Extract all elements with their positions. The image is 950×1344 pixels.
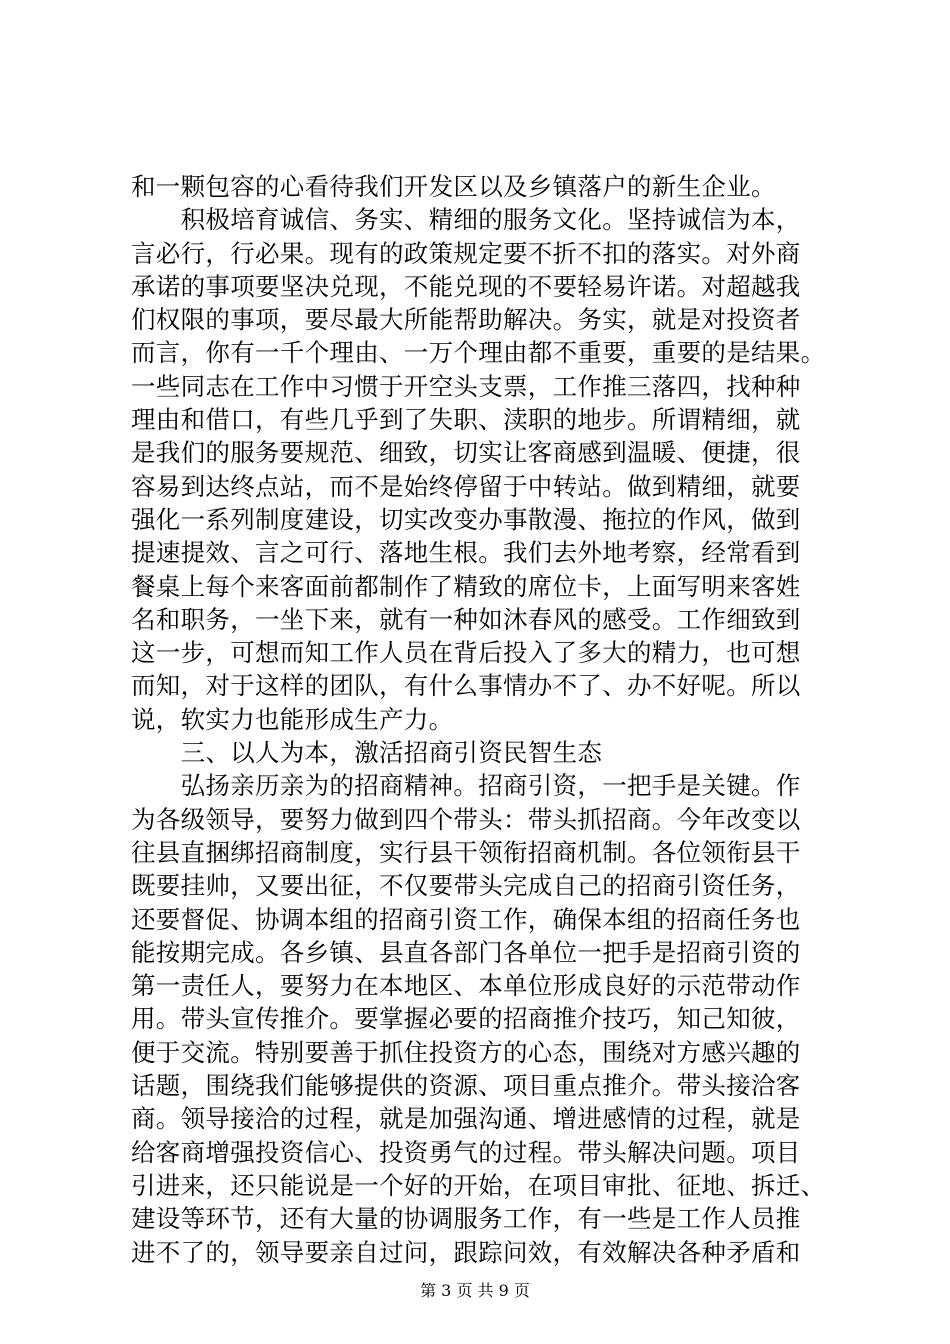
text-line: 名和职务，一坐下来，就有一种如沐春风的感受。工作细致到 (131, 604, 801, 634)
text-line: 们权限的事项，要尽最大所能帮助解决。务实，就是对投资者 (131, 305, 801, 335)
text-line: 容易到达终点站，而不是始终停留于中转站。做到精细，就要 (131, 471, 801, 501)
text-line: 还要督促、协调本组的招商引资工作，确保本组的招商任务也 (131, 904, 801, 934)
text-line: 和一颗包容的心看待我们开发区以及乡镇落户的新生企业。 (131, 172, 776, 201)
text-line: 言必行，行必果。现有的政策规定要不折不扣的落实。对外商 (131, 238, 801, 268)
text-line: 第一责任人，要努力在本地区、本单位形成良好的示范带动作 (131, 971, 801, 1001)
text-line: 提速提效、言之可行、落地生根。我们去外地考察，经常看到 (131, 538, 801, 568)
text-line: 承诺的事项要坚决兑现，不能兑现的不要轻易许诺。对超越我 (131, 271, 801, 301)
text-line: 强化一系列制度建设，切实改变办事散漫、拖拉的作风，做到 (131, 504, 801, 534)
text-line: 餐桌上每个来客面前都制作了精致的席位卡，上面写明来客姓 (131, 571, 801, 601)
text-line: 一些同志在工作中习惯于开空头支票，工作推三落四，找种种 (131, 371, 801, 401)
text-line: 这一步，可想而知工作人员在背后投入了多大的精力，也可想 (131, 638, 801, 668)
text-line: 引进来，还只能说是一个好的开始，在项目审批、征地、拆迁、 (131, 1170, 826, 1200)
text-line: 而知，对于这样的团队，有什么事情办不了、办不好呢。所以 (131, 671, 801, 701)
text-line: 进不了的，领导要亲自过问，跟踪问效，有效解决各种矛盾和 (131, 1237, 801, 1267)
text-line: 是我们的服务要规范、细致，切实让客商感到温暖、便捷，很 (131, 438, 801, 468)
section-heading: 三、以人为本，激活招商引资民智生态 (131, 738, 603, 768)
text-line: 而言，你有一千个理由、一万个理由都不重要，重要的是结果。 (131, 338, 826, 368)
text-line: 为各级领导，要努力做到四个带头：带头抓招商。今年改变以 (131, 804, 801, 834)
text-line: 建设等环节，还有大量的协调服务工作，有一些是工作人员推 (131, 1204, 801, 1234)
page-footer: 第 3 页 共 9 页 (420, 1281, 530, 1300)
body-text (131, 170, 831, 1269)
text-line: 给客商增强投资信心、投资勇气的过程。带头解决问题。项目 (131, 1137, 801, 1167)
text-line: 能按期完成。各乡镇、县直各部门各单位一把手是招商引资的 (131, 937, 801, 967)
text-line: 既要挂帅，又要出征，不仅要带头完成自己的招商引资任务， (131, 871, 801, 901)
text-line: 往县直捆绑招商制度，实行县干领衔招商机制。各位领衔县干 (131, 837, 801, 867)
text-line: 弘扬亲历亲为的招商精神。招商引资，一把手是关键。作 (131, 771, 801, 801)
text-line: 商。领导接洽的过程，就是加强沟通、增进感情的过程，就是 (131, 1104, 801, 1134)
text-line: 积极培育诚信、务实、精细的服务文化。坚持诚信为本， (131, 205, 801, 235)
text-line: 用。带头宣传推介。要掌握必要的招商推介技巧，知己知彼， (131, 1004, 801, 1034)
text-line: 理由和借口，有些几乎到了失职、渎职的地步。所谓精细，就 (131, 405, 801, 435)
text-line: 便于交流。特别要善于抓住投资方的心态，围绕对方感兴趣的 (131, 1037, 801, 1067)
text-line: 话题，围绕我们能够提供的资源、项目重点推介。带头接洽客 (131, 1071, 801, 1101)
text-line: 说，软实力也能形成生产力。 (131, 704, 454, 734)
